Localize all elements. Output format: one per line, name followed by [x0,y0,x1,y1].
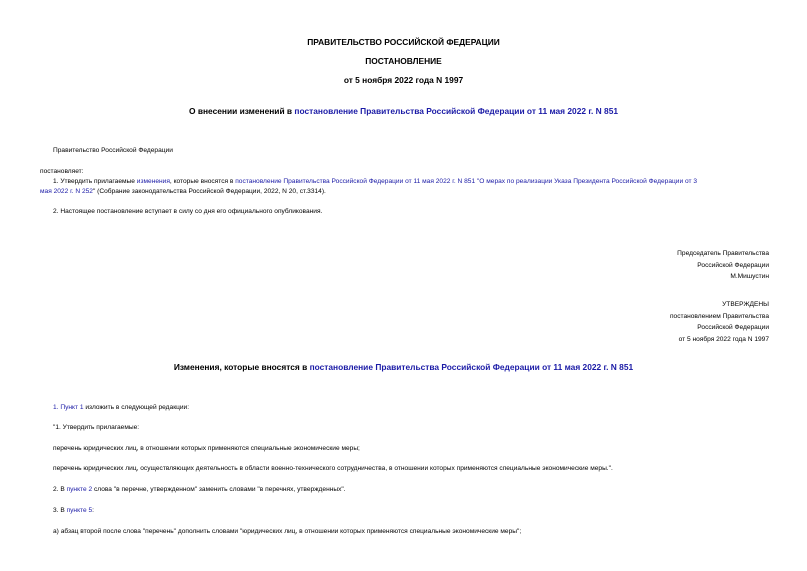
signature-name: М.Мишустин [730,273,769,280]
point-1-link[interactable]: Пункт 1 [60,404,84,411]
change-item-3: 3. В пункте 5: [53,507,94,514]
quote-line-1: "1. Утвердить прилагаемые: [53,424,140,431]
title-link[interactable]: постановление Правительства Российской Федерации от 11 мая 2022 г. N 851 [294,106,619,116]
decides-text: постановляет: [40,168,84,175]
change-item-3a: а) абзац второй после слова "перечень" дополнить словами "юридических лиц, в отношении которых применяются специальные экономические меры"; [53,528,522,535]
paragraph-1 [40,177,775,197]
change-item-1: 1. Пункт 1 изложить в следующей редакции: [53,404,190,411]
paragraph-1-line-2: мая 2022 г. N 252" (Собрание законодательства Российской Федерации, 2022, N 20, ст.3314). [40,188,326,195]
change-item-2: 2. В пункте 2 слова "в перечне, утвержденном" заменить словами "в перечнях, утвержденных". [53,486,346,493]
approval-country: Российской Федерации [697,324,769,331]
quote-line-2: перечень юридических лиц, в отношении которых применяются специальные экономические меры; [53,445,360,452]
paragraph-2: 2. Настоящее постановление вступает в силу со дня его официального опубликования. [53,208,323,215]
changes-title: Изменения, которые вносятся в постановление Правительства Российской Федерации от 11 мая 2022 г. N 851 [173,362,634,372]
approval-heading: УТВЕРЖДЕНЫ [722,301,769,308]
intro-text: Правительство Российской Федерации [53,147,173,154]
government-heading: ПРАВИТЕЛЬСТВО РОССИЙСКОЙ ФЕДЕРАЦИИ [307,37,500,47]
quote-line-3: перечень юридических лиц, осуществляющих деятельность в области военно-технического сотрудничества, в отношении которых применяются специальные экономические меры.". [53,465,613,472]
signature-block [677,248,769,283]
signature-country: Российской Федерации [697,261,769,269]
changes-title-link[interactable]: постановление Правительства Российской Федерации от 11 мая 2022 г. N 851 [309,362,634,372]
paragraph-1-line-1: 1. Утвердить прилагаемые изменения, которые вносятся в постановление Правительства Российской Федерации от 11 мая 2022 г. N 851 "О мерах по реализации Указа Президента Российской Федерации от 3 [53,178,698,185]
resolution-851-link[interactable]: постановление Правительства Российской Федерации от 11 мая 2022 г. N 851 "О мерах по реализации Указа Президента Российской Федерации от 3 [235,178,698,185]
document-type: ПОСТАНОВЛЕНИЕ [365,56,442,66]
approval-date: от 5 ноября 2022 года N 1997 [678,335,769,343]
point-2-link[interactable]: пункте 2 [66,486,93,493]
document-date-number: от 5 ноября 2022 года N 1997 [343,75,464,85]
point-5-link[interactable]: пункте 5 [66,507,93,514]
title-prefix: О внесении изменений в [188,106,295,116]
decree-252-link[interactable]: мая 2022 г. N 252 [40,188,93,195]
signature-position: Председатель Правительства [677,250,769,257]
approval-by: постановлением Правительства [669,312,769,320]
approval-block [670,299,769,345]
document-title [0,106,807,116]
changes-link[interactable]: изменения [136,178,170,185]
